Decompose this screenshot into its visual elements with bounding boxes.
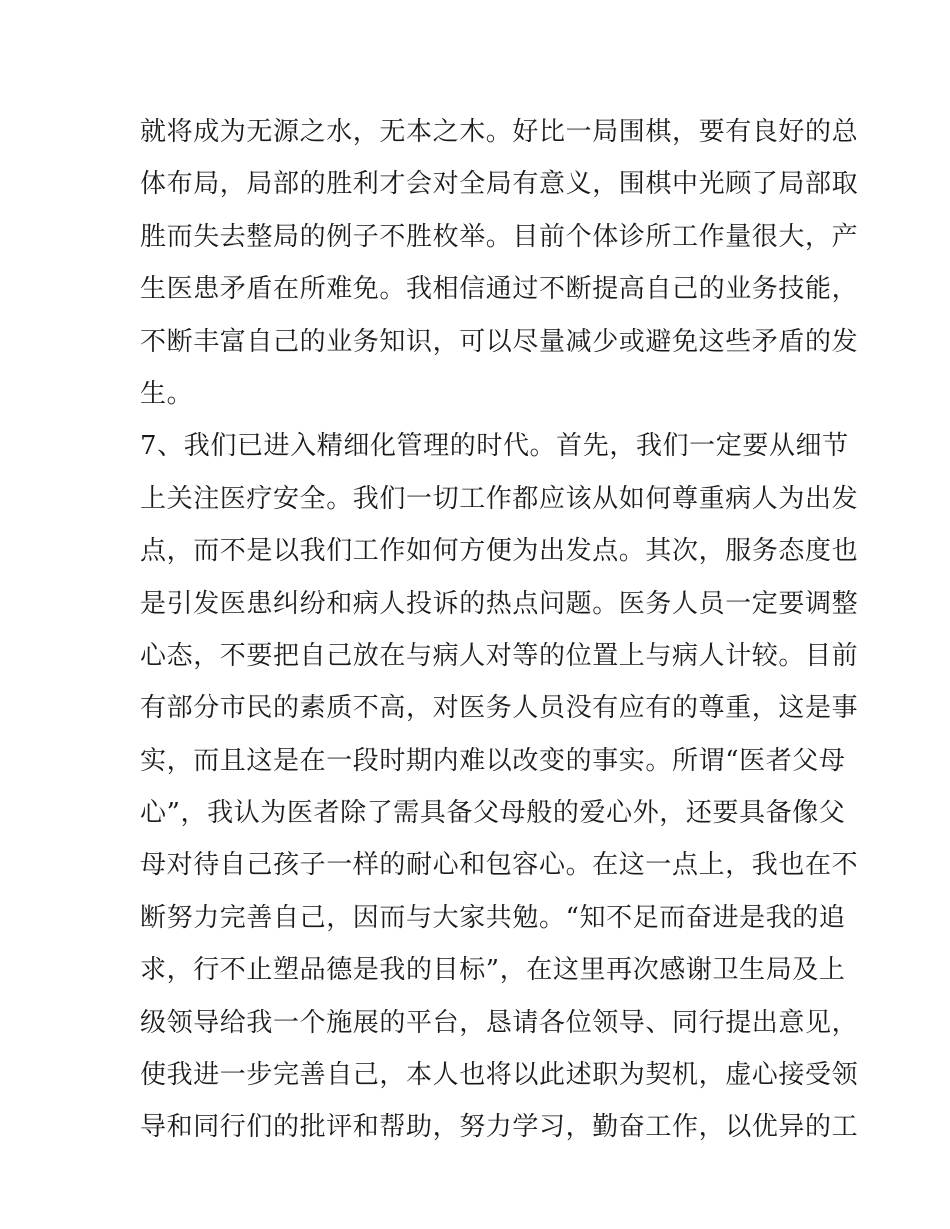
text-line: 上关注医疗安全。我们一切工作都应该从如何尊重病人为出发 xyxy=(140,483,859,514)
text-line: 不断丰富自己的业务知识，可以尽量减少或避免这些矛盾的发 xyxy=(140,326,859,357)
text-line: 生。 xyxy=(140,378,194,409)
text-line: 7、我们已进入精细化管理的时代。首先，我们一定要从细节 xyxy=(140,431,849,462)
text-line: 点，而不是以我们工作如何方便为出发点。其次，服务态度也 xyxy=(140,536,859,567)
text-line: 就将成为无源之水，无本之木。好比一局围棋，要有良好的总 xyxy=(140,117,859,147)
text-line: 导和同行们的批评和帮助，努力学习，勤奋工作，以优异的工 xyxy=(140,1112,859,1143)
text-line: 实，而且这是在一段时期内难以改变的事实。所谓“医者父母 xyxy=(140,745,846,776)
text-line: 生医患矛盾在所难免。我相信通过不断提高自己的业务技能， xyxy=(140,274,859,305)
body-text xyxy=(140,106,859,1154)
text-line: 是引发医患纠纷和病人投诉的热点问题。医务人员一定要调整 xyxy=(140,588,859,619)
text-line: 求，行不止塑品德是我的目标”，在这里再次感谢卫生局及上 xyxy=(140,955,846,986)
text-line: 心态，不要把自己放在与病人对等的位置上与病人计较。目前 xyxy=(140,640,859,671)
text-line: 断努力完善自己，因而与大家共勉。“知不足而奋进是我的追 xyxy=(140,902,846,933)
text-line: 心”，我认为医者除了需具备父母般的爱心外，还要具备像父 xyxy=(140,798,846,829)
text-line: 有部分市民的素质不高，对医务人员没有应有的尊重，这是事 xyxy=(140,693,859,724)
text-line: 使我进一步完善自己，本人也将以此述职为契机，虚心接受领 xyxy=(140,1060,859,1091)
text-line: 母对待自己孩子一样的耐心和包容心。在这一点上，我也在不 xyxy=(140,850,859,881)
text-line: 胜而失去整局的例子不胜枚举。目前个体诊所工作量很大，产 xyxy=(140,221,859,252)
text-line: 体布局，局部的胜利才会对全局有意义，围棋中光顾了局部取 xyxy=(140,169,859,200)
text-line: 级领导给我一个施展的平台，恳请各位领导、同行提出意见， xyxy=(140,1007,859,1038)
